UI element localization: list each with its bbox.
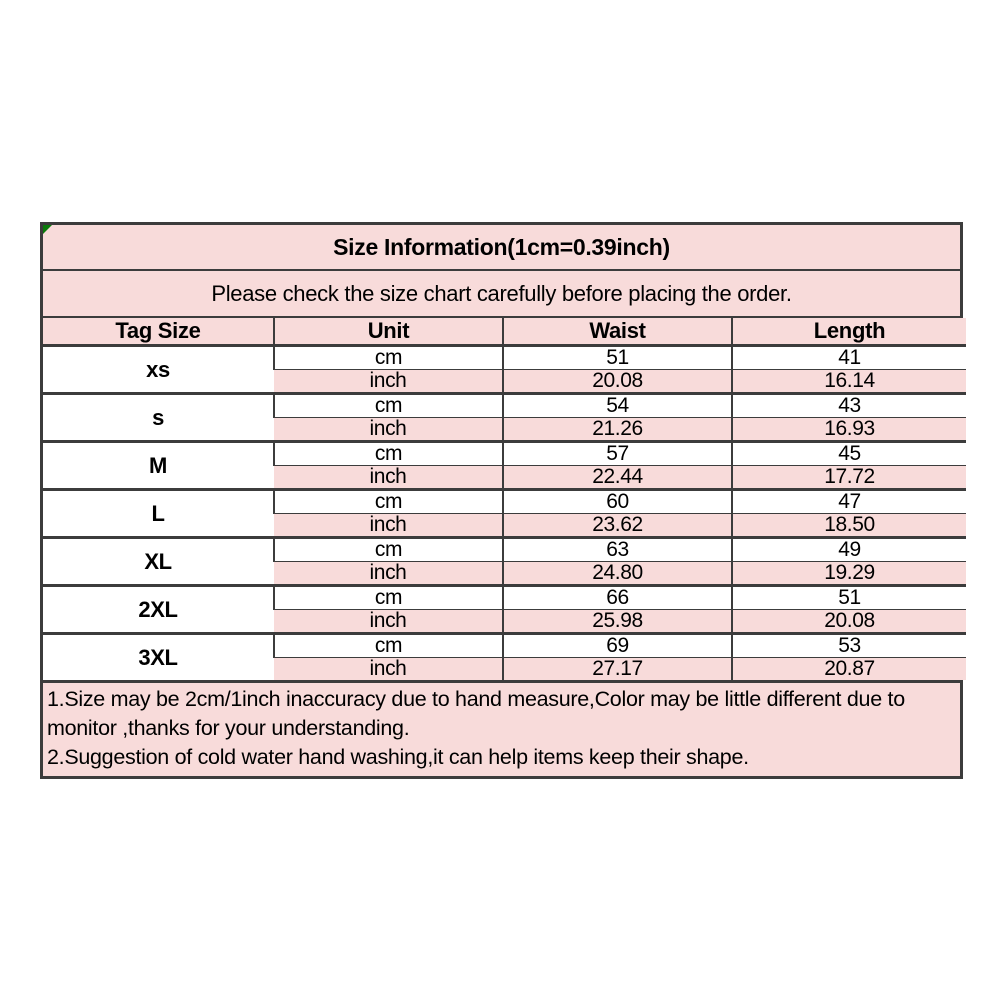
column-header-length: Length bbox=[732, 318, 966, 346]
unit-cell: inch bbox=[274, 370, 503, 394]
length-cell: 19.29 bbox=[732, 562, 966, 586]
cell-corner-flag-icon bbox=[43, 225, 52, 234]
length-cell: 53 bbox=[732, 634, 966, 658]
unit-cell: cm bbox=[274, 490, 503, 514]
waist-cell: 23.62 bbox=[503, 514, 732, 538]
length-cell: 49 bbox=[732, 538, 966, 562]
unit-cell: cm bbox=[274, 634, 503, 658]
size-info-title: Size Information(1cm=0.39inch) bbox=[43, 225, 960, 271]
footer-notes bbox=[43, 680, 960, 776]
waist-cell: 63 bbox=[503, 538, 732, 562]
waist-cell: 20.08 bbox=[503, 370, 732, 394]
column-header-tag-size: Tag Size bbox=[43, 318, 274, 346]
row-xs-cm bbox=[43, 346, 966, 370]
unit-cell: cm bbox=[274, 346, 503, 370]
tag-size-l: L bbox=[43, 490, 274, 538]
note-washing-suggestion: 2.Suggestion of cold water hand washing,it can help items keep their shape. bbox=[47, 745, 749, 769]
length-cell: 20.08 bbox=[732, 610, 966, 634]
unit-cell: inch bbox=[274, 418, 503, 442]
unit-cell: cm bbox=[274, 394, 503, 418]
column-header-waist: Waist bbox=[503, 318, 732, 346]
tag-size-3xl: 3XL bbox=[43, 634, 274, 681]
unit-cell: inch bbox=[274, 562, 503, 586]
row-m-cm bbox=[43, 442, 966, 466]
length-cell: 17.72 bbox=[732, 466, 966, 490]
size-chart-sheet bbox=[40, 222, 963, 779]
waist-cell: 25.98 bbox=[503, 610, 732, 634]
tag-size-s: s bbox=[43, 394, 274, 442]
check-size-notice: Please check the size chart carefully before placing the order. bbox=[43, 271, 960, 318]
waist-cell: 60 bbox=[503, 490, 732, 514]
length-cell: 16.14 bbox=[732, 370, 966, 394]
tag-size-2xl: 2XL bbox=[43, 586, 274, 634]
length-cell: 43 bbox=[732, 394, 966, 418]
waist-cell: 66 bbox=[503, 586, 732, 610]
waist-cell: 54 bbox=[503, 394, 732, 418]
length-cell: 18.50 bbox=[732, 514, 966, 538]
row-xl-cm bbox=[43, 538, 966, 562]
length-cell: 51 bbox=[732, 586, 966, 610]
unit-cell: cm bbox=[274, 586, 503, 610]
waist-cell: 69 bbox=[503, 634, 732, 658]
length-cell: 41 bbox=[732, 346, 966, 370]
size-table bbox=[43, 318, 966, 680]
tag-size-xs: xs bbox=[43, 346, 274, 394]
unit-cell: cm bbox=[274, 538, 503, 562]
size-table-header-row bbox=[43, 318, 966, 346]
column-header-unit: Unit bbox=[274, 318, 503, 346]
length-cell: 45 bbox=[732, 442, 966, 466]
row-l-cm bbox=[43, 490, 966, 514]
row-s-cm bbox=[43, 394, 966, 418]
unit-cell: inch bbox=[274, 514, 503, 538]
unit-cell: cm bbox=[274, 442, 503, 466]
length-cell: 20.87 bbox=[732, 658, 966, 681]
waist-cell: 27.17 bbox=[503, 658, 732, 681]
waist-cell: 57 bbox=[503, 442, 732, 466]
waist-cell: 22.44 bbox=[503, 466, 732, 490]
note-measure-inaccuracy: 1.Size may be 2cm/1inch inaccuracy due to hand measure,Color may be little different due to monitor ,thanks for your understanding. bbox=[47, 687, 905, 740]
tag-size-m: M bbox=[43, 442, 274, 490]
tag-size-xl: XL bbox=[43, 538, 274, 586]
length-cell: 16.93 bbox=[732, 418, 966, 442]
waist-cell: 51 bbox=[503, 346, 732, 370]
length-cell: 47 bbox=[732, 490, 966, 514]
unit-cell: inch bbox=[274, 466, 503, 490]
row-2xl-cm bbox=[43, 586, 966, 610]
row-3xl-cm bbox=[43, 634, 966, 658]
unit-cell: inch bbox=[274, 610, 503, 634]
waist-cell: 21.26 bbox=[503, 418, 732, 442]
unit-cell: inch bbox=[274, 658, 503, 681]
waist-cell: 24.80 bbox=[503, 562, 732, 586]
